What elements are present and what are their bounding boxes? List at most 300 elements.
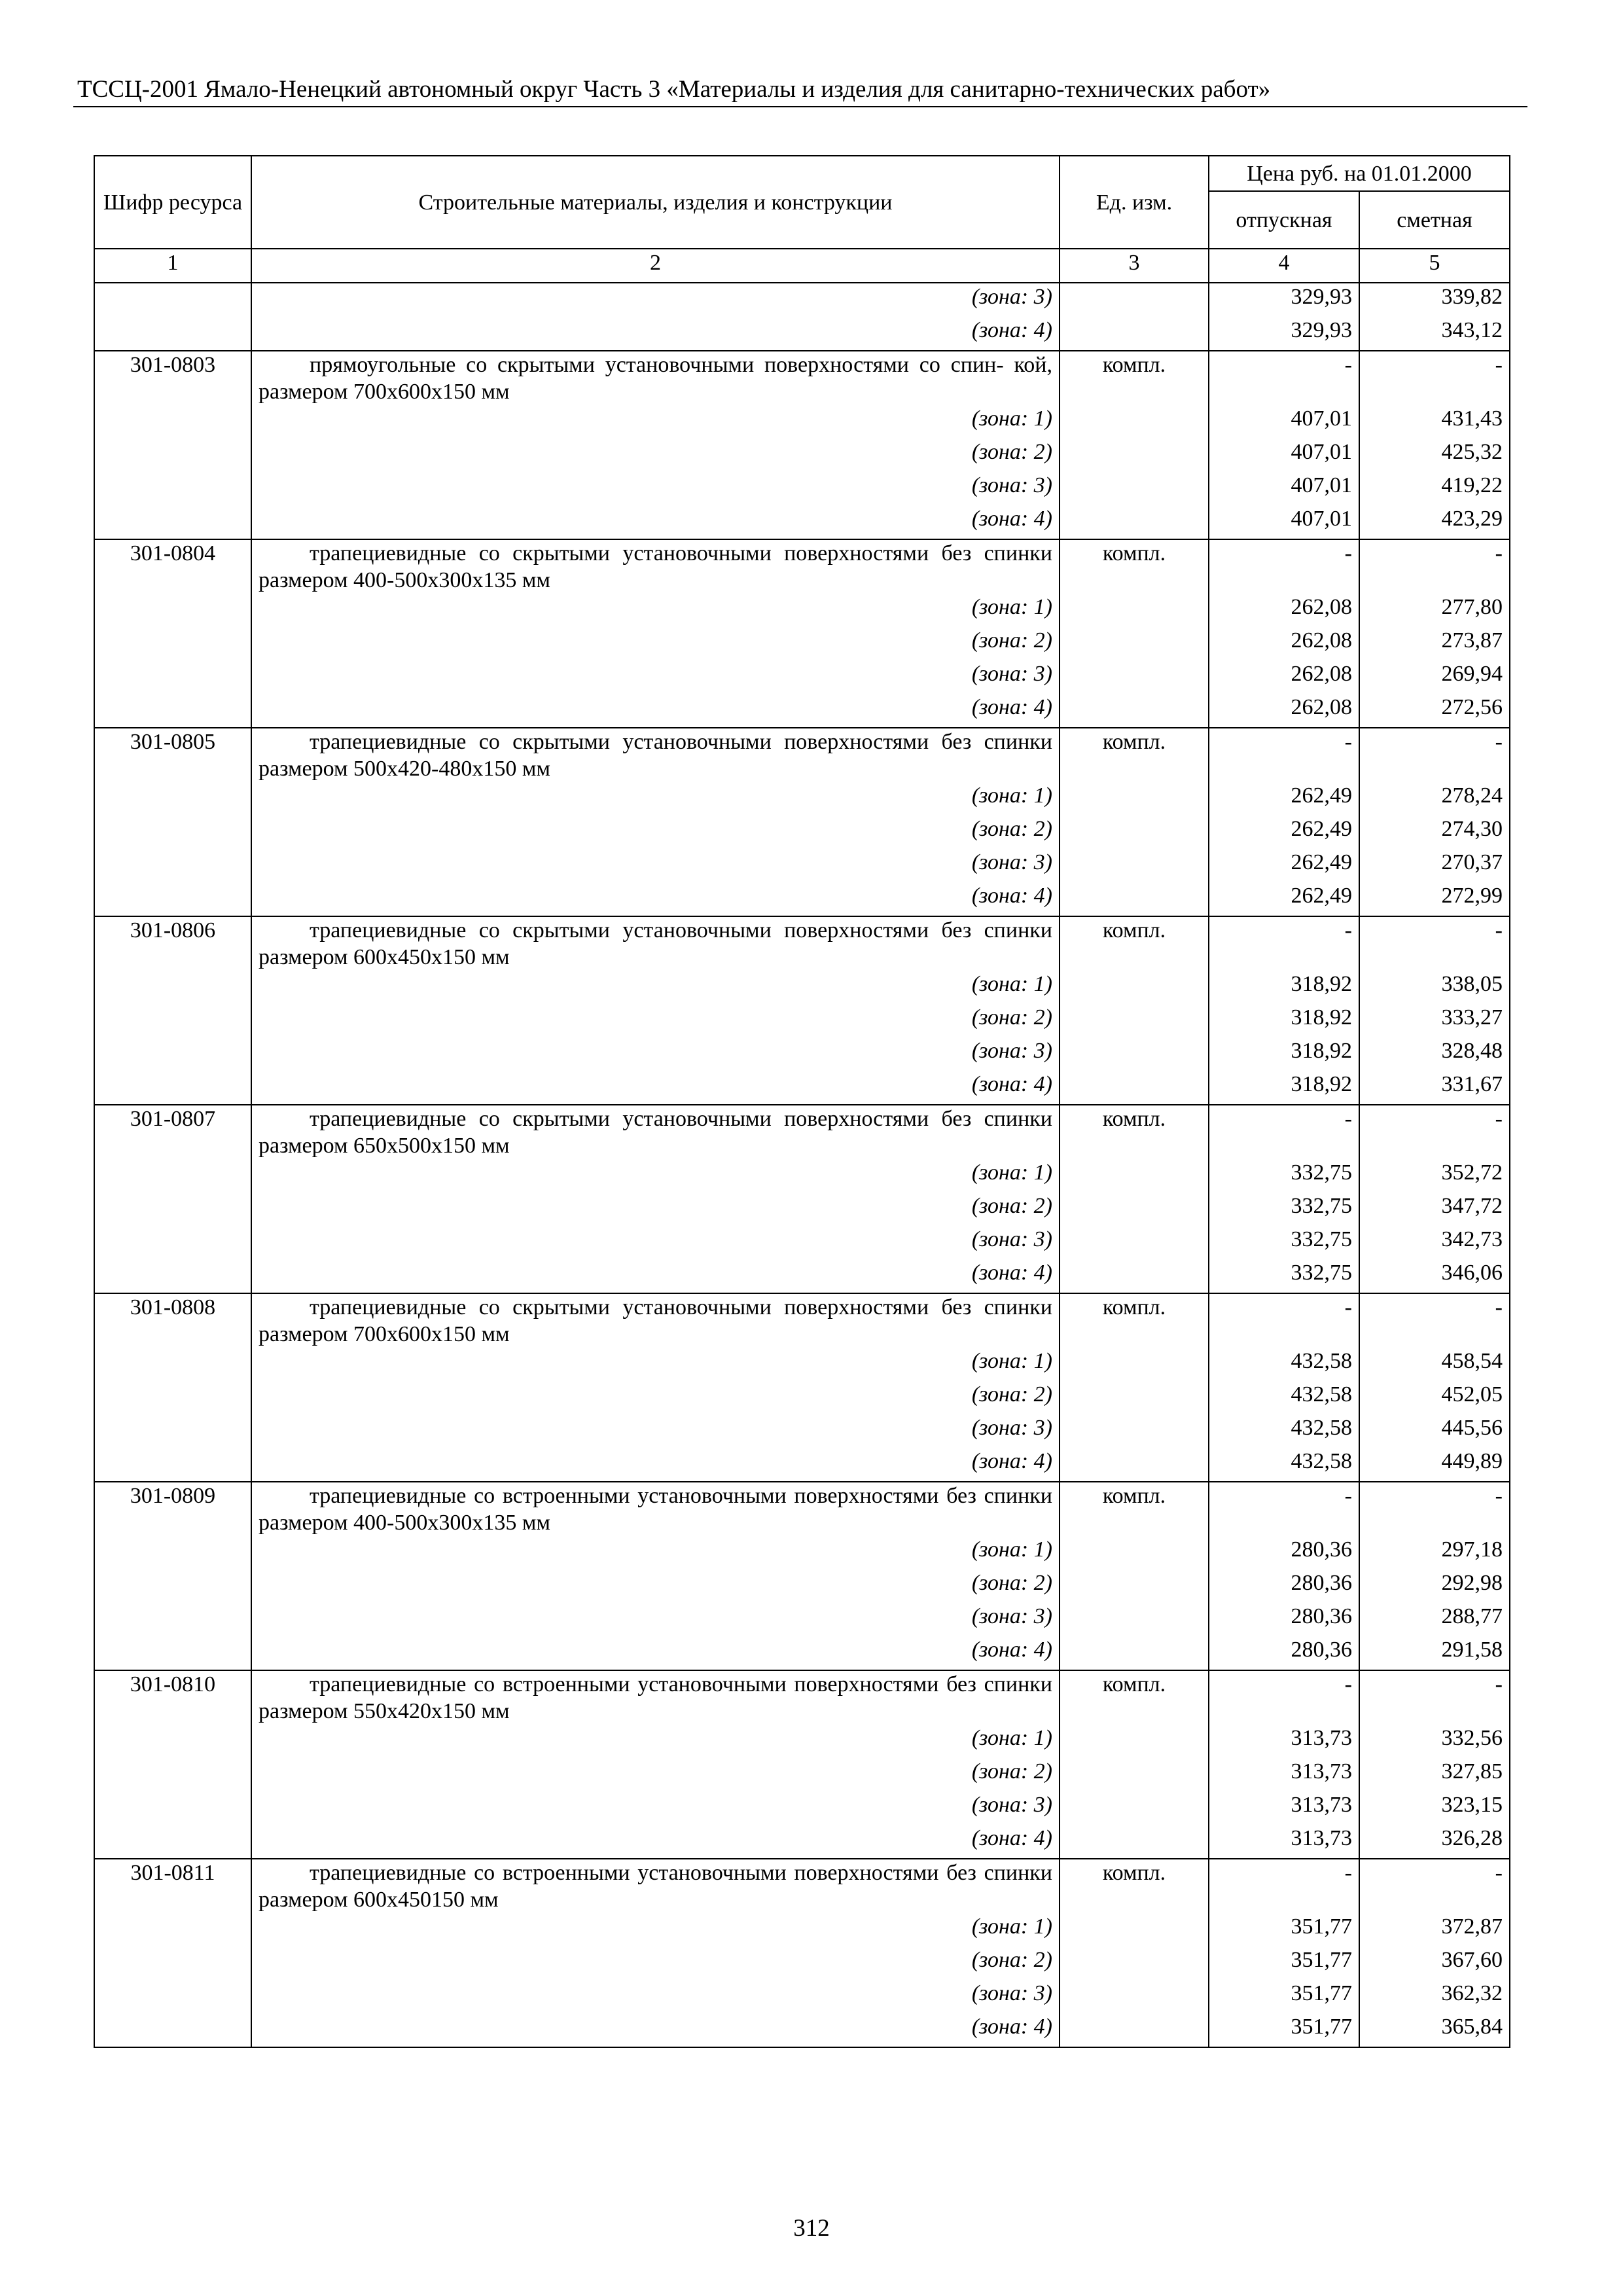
resource-code: 301-0803 [94, 351, 251, 405]
unit-of-measure: компл. [1060, 351, 1209, 405]
release-price: 280,36 [1209, 1636, 1359, 1670]
zone-label: (зона: 3) [251, 1037, 1060, 1071]
release-price: 407,01 [1209, 405, 1359, 439]
zone-price-row [94, 1913, 1510, 1946]
release-price: 262,49 [1209, 882, 1359, 916]
table-header [94, 156, 1510, 249]
code-cell-empty [94, 1071, 251, 1105]
zone-price-row [94, 1946, 1510, 1980]
zone-price-row [94, 1226, 1510, 1259]
zone-price-row [94, 1348, 1510, 1381]
code-cell-empty [94, 1913, 251, 1946]
zone-price-row [94, 816, 1510, 849]
code-cell-empty [94, 882, 251, 916]
unit-cell-empty [1060, 439, 1209, 472]
resource-item-row [94, 1482, 1510, 1536]
zone-label: (зона: 1) [251, 1913, 1060, 1946]
zone-label: (зона: 2) [251, 1004, 1060, 1037]
release-price: 329,93 [1209, 317, 1359, 351]
code-cell-empty [94, 1536, 251, 1570]
code-cell-empty [94, 472, 251, 505]
unit-cell-empty [1060, 283, 1209, 317]
unit-cell-empty [1060, 782, 1209, 816]
estimate-price: 338,05 [1359, 971, 1510, 1004]
code-cell-empty [94, 1570, 251, 1603]
unit-cell-empty [1060, 1259, 1209, 1293]
estimate-price: 452,05 [1359, 1381, 1510, 1414]
resource-description: трапециевидные со скрытыми установочными поверхностями без спинки размером 500х420-480х150 мм [251, 728, 1060, 782]
unit-cell-empty [1060, 1226, 1209, 1259]
zone-price-row [94, 1071, 1510, 1105]
code-cell-empty [94, 317, 251, 351]
zone-price-row [94, 1381, 1510, 1414]
zone-label: (зона: 3) [251, 1791, 1060, 1825]
resource-item-row [94, 1859, 1510, 1913]
unit-cell-empty [1060, 472, 1209, 505]
col-head-code: Шифр ресурса [94, 156, 251, 249]
zone-label: (зона: 1) [251, 1348, 1060, 1381]
release-price: 318,92 [1209, 1071, 1359, 1105]
estimate-price: - [1359, 539, 1510, 594]
release-price: 332,75 [1209, 1259, 1359, 1293]
unit-cell-empty [1060, 1536, 1209, 1570]
zone-label: (зона: 2) [251, 1570, 1060, 1603]
zone-price-row [94, 1725, 1510, 1758]
code-cell-empty [94, 1825, 251, 1859]
resource-code: 301-0811 [94, 1859, 251, 1913]
code-cell-empty [94, 1004, 251, 1037]
code-cell-empty [94, 439, 251, 472]
resource-description: прямоугольные со скрытыми установочными поверхностями со спин- кой, размером 700х600х150 мм [251, 351, 1060, 405]
code-cell-empty [94, 816, 251, 849]
estimate-price: - [1359, 1859, 1510, 1913]
estimate-price: 273,87 [1359, 627, 1510, 660]
estimate-price: 347,72 [1359, 1193, 1510, 1226]
unit-cell-empty [1060, 1348, 1209, 1381]
unit-cell-empty [1060, 627, 1209, 660]
col-head-price-estimate: сметная [1359, 191, 1510, 249]
zone-label: (зона: 2) [251, 1758, 1060, 1791]
unit-cell-empty [1060, 1037, 1209, 1071]
col-number: 5 [1359, 249, 1510, 283]
code-cell-empty [94, 1791, 251, 1825]
release-price: 407,01 [1209, 505, 1359, 539]
page-header-title: ТССЦ-2001 Ямало-Ненецкий автономный округ Часть 3 «Материалы и изделия для санитарно-технических работ» [77, 76, 1271, 103]
release-price: 313,73 [1209, 1791, 1359, 1825]
zone-label: (зона: 1) [251, 782, 1060, 816]
unit-cell-empty [1060, 2013, 1209, 2047]
estimate-price: 352,72 [1359, 1159, 1510, 1193]
estimate-price: 362,32 [1359, 1980, 1510, 2013]
code-cell-empty [94, 1946, 251, 1980]
resource-item-row [94, 1293, 1510, 1348]
unit-of-measure: компл. [1060, 728, 1209, 782]
resource-item-row [94, 916, 1510, 971]
resource-description: трапециевидные со встроенными установочными поверхностями без спинки размером 550х420х150 мм [251, 1670, 1060, 1725]
zone-price-row [94, 1791, 1510, 1825]
release-price: 351,77 [1209, 1980, 1359, 2013]
resource-description: трапециевидные со встроенными установочными поверхностями без спинки размером 600х450150 мм [251, 1859, 1060, 1913]
code-cell-empty [94, 283, 251, 317]
code-cell-empty [94, 1414, 251, 1448]
zone-price-row [94, 439, 1510, 472]
estimate-price: 449,89 [1359, 1448, 1510, 1482]
header-divider [73, 106, 1527, 107]
code-cell-empty [94, 1448, 251, 1482]
release-price: - [1209, 1105, 1359, 1159]
release-price: 313,73 [1209, 1825, 1359, 1859]
zone-price-row [94, 1570, 1510, 1603]
release-price: 432,58 [1209, 1348, 1359, 1381]
estimate-price: 367,60 [1359, 1946, 1510, 1980]
zone-label: (зона: 1) [251, 1536, 1060, 1570]
unit-cell-empty [1060, 1570, 1209, 1603]
code-cell-empty [94, 660, 251, 694]
code-cell-empty [94, 1725, 251, 1758]
release-price: 262,08 [1209, 594, 1359, 627]
unit-of-measure: компл. [1060, 1293, 1209, 1348]
zone-label: (зона: 2) [251, 1946, 1060, 1980]
zone-price-row [94, 594, 1510, 627]
zone-price-row [94, 1414, 1510, 1448]
estimate-price: 274,30 [1359, 816, 1510, 849]
release-price: 313,73 [1209, 1758, 1359, 1791]
zone-label: (зона: 2) [251, 439, 1060, 472]
resource-code: 301-0807 [94, 1105, 251, 1159]
resource-code: 301-0804 [94, 539, 251, 594]
zone-price-row [94, 472, 1510, 505]
release-price: 318,92 [1209, 1037, 1359, 1071]
code-cell-empty [94, 1381, 251, 1414]
unit-cell-empty [1060, 882, 1209, 916]
estimate-price: 270,37 [1359, 849, 1510, 882]
estimate-price: - [1359, 1105, 1510, 1159]
zone-label: (зона: 1) [251, 1159, 1060, 1193]
unit-of-measure: компл. [1060, 1482, 1209, 1536]
zone-label: (зона: 2) [251, 1381, 1060, 1414]
zone-label: (зона: 4) [251, 1071, 1060, 1105]
col-number: 3 [1060, 249, 1209, 283]
code-cell-empty [94, 405, 251, 439]
release-price: 262,08 [1209, 660, 1359, 694]
release-price: 262,08 [1209, 694, 1359, 728]
code-cell-empty [94, 1193, 251, 1226]
estimate-price: 333,27 [1359, 1004, 1510, 1037]
release-price: 262,49 [1209, 816, 1359, 849]
estimate-price: - [1359, 916, 1510, 971]
zone-label: (зона: 3) [251, 1414, 1060, 1448]
estimate-price: 458,54 [1359, 1348, 1510, 1381]
unit-of-measure: компл. [1060, 539, 1209, 594]
estimate-price: 342,73 [1359, 1226, 1510, 1259]
code-cell-empty [94, 694, 251, 728]
zone-label: (зона: 3) [251, 849, 1060, 882]
code-cell-empty [94, 1980, 251, 2013]
zone-price-row [94, 971, 1510, 1004]
zone-label: (зона: 1) [251, 405, 1060, 439]
zone-price-row [94, 317, 1510, 351]
release-price: 262,08 [1209, 627, 1359, 660]
zone-price-row [94, 1259, 1510, 1293]
unit-cell-empty [1060, 1946, 1209, 1980]
table-body [94, 249, 1510, 2047]
resource-item-row [94, 1105, 1510, 1159]
unit-cell-empty [1060, 816, 1209, 849]
unit-cell-empty [1060, 1791, 1209, 1825]
estimate-price: 332,56 [1359, 1725, 1510, 1758]
release-price: 280,36 [1209, 1603, 1359, 1636]
release-price: - [1209, 728, 1359, 782]
estimate-price: - [1359, 1293, 1510, 1348]
unit-cell-empty [1060, 1758, 1209, 1791]
estimate-price: 419,22 [1359, 472, 1510, 505]
estimate-price: 292,98 [1359, 1570, 1510, 1603]
release-price: - [1209, 539, 1359, 594]
zone-label: (зона: 3) [251, 1980, 1060, 2013]
unit-cell-empty [1060, 505, 1209, 539]
resource-code: 301-0810 [94, 1670, 251, 1725]
resource-description: трапециевидные со встроенными установочными поверхностями без спинки размером 400-500х300х135 мм [251, 1482, 1060, 1536]
release-price: 351,77 [1209, 2013, 1359, 2047]
zone-price-row [94, 1758, 1510, 1791]
resource-item-row [94, 728, 1510, 782]
estimate-price: 326,28 [1359, 1825, 1510, 1859]
unit-cell-empty [1060, 1603, 1209, 1636]
estimate-price: 272,56 [1359, 694, 1510, 728]
estimate-price: 343,12 [1359, 317, 1510, 351]
col-head-name: Строительные материалы, изделия и конструкции [251, 156, 1060, 249]
zone-price-row [94, 505, 1510, 539]
unit-cell-empty [1060, 1980, 1209, 2013]
zone-label: (зона: 4) [251, 1636, 1060, 1670]
zone-price-row [94, 1980, 1510, 2013]
zone-price-row [94, 782, 1510, 816]
resource-description: трапециевидные со скрытыми установочными поверхностями без спинки размером 700х600х150 мм [251, 1293, 1060, 1348]
estimate-price: - [1359, 1482, 1510, 1536]
release-price: 262,49 [1209, 782, 1359, 816]
release-price: - [1209, 1293, 1359, 1348]
zone-label: (зона: 1) [251, 1725, 1060, 1758]
code-cell-empty [94, 971, 251, 1004]
release-price: 262,49 [1209, 849, 1359, 882]
estimate-price: 346,06 [1359, 1259, 1510, 1293]
resource-price-table [94, 155, 1510, 2048]
unit-cell-empty [1060, 1159, 1209, 1193]
estimate-price: 339,82 [1359, 283, 1510, 317]
zone-price-row [94, 627, 1510, 660]
code-cell-empty [94, 1037, 251, 1071]
release-price: 313,73 [1209, 1725, 1359, 1758]
col-number: 1 [94, 249, 251, 283]
estimate-price: 365,84 [1359, 2013, 1510, 2047]
code-cell-empty [94, 594, 251, 627]
release-price: 318,92 [1209, 1004, 1359, 1037]
zone-label: (зона: 4) [251, 694, 1060, 728]
code-cell-empty [94, 627, 251, 660]
zone-label: (зона: 3) [251, 1603, 1060, 1636]
unit-cell-empty [1060, 1381, 1209, 1414]
zone-price-row [94, 1159, 1510, 1193]
zone-label: (зона: 2) [251, 1193, 1060, 1226]
resource-code: 301-0809 [94, 1482, 251, 1536]
estimate-price: 291,58 [1359, 1636, 1510, 1670]
zone-price-row [94, 1448, 1510, 1482]
release-price: 432,58 [1209, 1381, 1359, 1414]
unit-cell-empty [1060, 660, 1209, 694]
release-price: 332,75 [1209, 1159, 1359, 1193]
zone-price-row [94, 1536, 1510, 1570]
resource-description: трапециевидные со скрытыми установочными поверхностями без спинки размером 650х500х150 мм [251, 1105, 1060, 1159]
release-price: - [1209, 1859, 1359, 1913]
zone-label: (зона: 3) [251, 1226, 1060, 1259]
estimate-price: 323,15 [1359, 1791, 1510, 1825]
zone-price-row [94, 1193, 1510, 1226]
release-price: - [1209, 1482, 1359, 1536]
code-cell-empty [94, 2013, 251, 2047]
release-price: 351,77 [1209, 1913, 1359, 1946]
code-cell-empty [94, 1159, 251, 1193]
zone-price-row [94, 849, 1510, 882]
release-price: - [1209, 1670, 1359, 1725]
unit-cell-empty [1060, 405, 1209, 439]
zone-label: (зона: 4) [251, 1448, 1060, 1482]
zone-price-row [94, 1004, 1510, 1037]
zone-price-row [94, 405, 1510, 439]
code-cell-empty [94, 1348, 251, 1381]
unit-cell-empty [1060, 1913, 1209, 1946]
estimate-price: 331,67 [1359, 1071, 1510, 1105]
unit-cell-empty [1060, 971, 1209, 1004]
code-cell-empty [94, 505, 251, 539]
zone-price-row [94, 1825, 1510, 1859]
estimate-price: - [1359, 728, 1510, 782]
zone-label: (зона: 1) [251, 594, 1060, 627]
unit-cell-empty [1060, 1071, 1209, 1105]
unit-cell-empty [1060, 694, 1209, 728]
unit-cell-empty [1060, 849, 1209, 882]
unit-cell-empty [1060, 1825, 1209, 1859]
release-price: 332,75 [1209, 1193, 1359, 1226]
zone-price-row [94, 2013, 1510, 2047]
release-price: - [1209, 351, 1359, 405]
resource-code: 301-0805 [94, 728, 251, 782]
zone-price-row [94, 1037, 1510, 1071]
release-price: 351,77 [1209, 1946, 1359, 1980]
unit-cell-empty [1060, 594, 1209, 627]
code-cell-empty [94, 1758, 251, 1791]
estimate-price: - [1359, 351, 1510, 405]
estimate-price: 278,24 [1359, 782, 1510, 816]
unit-cell-empty [1060, 1725, 1209, 1758]
release-price: 332,75 [1209, 1226, 1359, 1259]
estimate-price: - [1359, 1670, 1510, 1725]
resource-code: 301-0808 [94, 1293, 251, 1348]
zone-price-row [94, 660, 1510, 694]
release-price: 280,36 [1209, 1536, 1359, 1570]
zone-price-row [94, 283, 1510, 317]
estimate-price: 423,29 [1359, 505, 1510, 539]
estimate-price: 372,87 [1359, 1913, 1510, 1946]
release-price: 407,01 [1209, 472, 1359, 505]
estimate-price: 269,94 [1359, 660, 1510, 694]
page-number: 312 [793, 2215, 830, 2242]
zone-label: (зона: 3) [251, 283, 1060, 317]
zone-label: (зона: 2) [251, 627, 1060, 660]
resource-description: трапециевидные со скрытыми установочными поверхностями без спинки размером 400-500х300х135 мм [251, 539, 1060, 594]
estimate-price: 328,48 [1359, 1037, 1510, 1071]
unit-cell-empty [1060, 1414, 1209, 1448]
estimate-price: 272,99 [1359, 882, 1510, 916]
code-cell-empty [94, 1259, 251, 1293]
zone-label: (зона: 4) [251, 1259, 1060, 1293]
zone-price-row [94, 1603, 1510, 1636]
estimate-price: 327,85 [1359, 1758, 1510, 1791]
resource-description: трапециевидные со скрытыми установочными поверхностями без спинки размером 600х450х150 мм [251, 916, 1060, 971]
zone-price-row [94, 694, 1510, 728]
unit-of-measure: компл. [1060, 1859, 1209, 1913]
zone-price-row [94, 1636, 1510, 1670]
estimate-price: 431,43 [1359, 405, 1510, 439]
code-cell-empty [94, 849, 251, 882]
release-price: 318,92 [1209, 971, 1359, 1004]
col-head-price-group: Цена руб. на 01.01.2000 [1209, 156, 1510, 191]
unit-cell-empty [1060, 1636, 1209, 1670]
zone-label: (зона: 4) [251, 317, 1060, 351]
release-price: 432,58 [1209, 1448, 1359, 1482]
unit-cell-empty [1060, 1193, 1209, 1226]
unit-cell-empty [1060, 317, 1209, 351]
release-price: 432,58 [1209, 1414, 1359, 1448]
estimate-price: 288,77 [1359, 1603, 1510, 1636]
zone-label: (зона: 3) [251, 472, 1060, 505]
unit-of-measure: компл. [1060, 1105, 1209, 1159]
zone-label: (зона: 1) [251, 971, 1060, 1004]
code-cell-empty [94, 1603, 251, 1636]
col-number: 2 [251, 249, 1060, 283]
estimate-price: 297,18 [1359, 1536, 1510, 1570]
zone-label: (зона: 4) [251, 505, 1060, 539]
col-number: 4 [1209, 249, 1359, 283]
release-price: 407,01 [1209, 439, 1359, 472]
unit-of-measure: компл. [1060, 916, 1209, 971]
estimate-price: 277,80 [1359, 594, 1510, 627]
code-cell-empty [94, 1226, 251, 1259]
resource-item-row [94, 1670, 1510, 1725]
zone-label: (зона: 3) [251, 660, 1060, 694]
release-price: 329,93 [1209, 283, 1359, 317]
zone-label: (зона: 4) [251, 882, 1060, 916]
resource-item-row [94, 351, 1510, 405]
zone-label: (зона: 4) [251, 1825, 1060, 1859]
estimate-price: 445,56 [1359, 1414, 1510, 1448]
zone-price-row [94, 882, 1510, 916]
code-cell-empty [94, 1636, 251, 1670]
release-price: - [1209, 916, 1359, 971]
zone-label: (зона: 2) [251, 816, 1060, 849]
unit-cell-empty [1060, 1448, 1209, 1482]
release-price: 280,36 [1209, 1570, 1359, 1603]
code-cell-empty [94, 782, 251, 816]
zone-label: (зона: 4) [251, 2013, 1060, 2047]
column-number-row [94, 249, 1510, 283]
col-head-price-release: отпускная [1209, 191, 1359, 249]
unit-of-measure: компл. [1060, 1670, 1209, 1725]
resource-item-row [94, 539, 1510, 594]
resource-code: 301-0806 [94, 916, 251, 971]
estimate-price: 425,32 [1359, 439, 1510, 472]
unit-cell-empty [1060, 1004, 1209, 1037]
col-head-unit: Ед. изм. [1060, 156, 1209, 249]
